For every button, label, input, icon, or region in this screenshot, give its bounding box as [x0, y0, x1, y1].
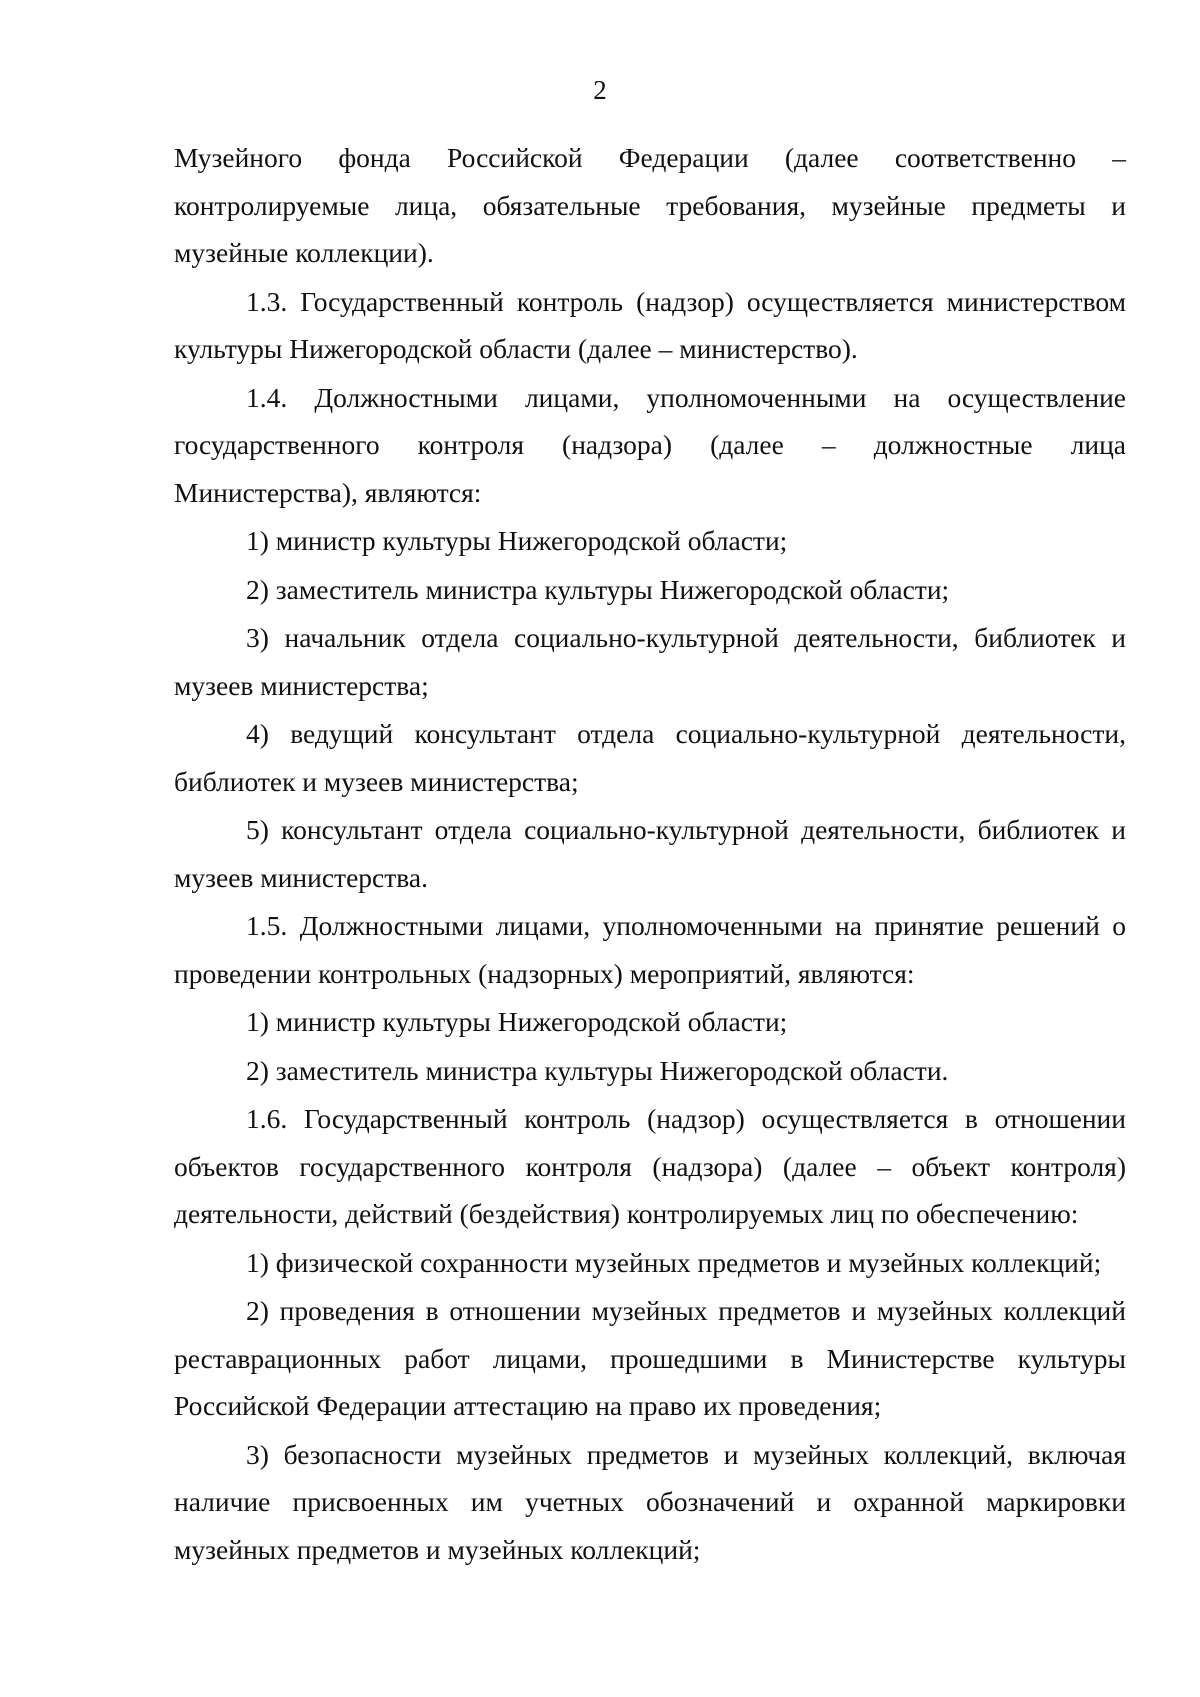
paragraph: Музейного фонда Российской Федерации (далее соответственно – контролируемые лица, обязательные требования, музейные предметы и музейные коллекции). [174, 142, 1126, 268]
list-item: 1) министр культуры Нижегородской области; [246, 525, 788, 556]
list-item: 1) министр культуры Нижегородской области; [246, 1006, 788, 1037]
paragraph-1-6: 1.6. Государственный контроль (надзор) осуществляется в отношении объектов государственного контроля (надзора) (далее – объект контроля) деятельности, действий (бездействия) контролируемых лиц по обеспечению: [174, 1103, 1126, 1229]
page-number: 2 [593, 75, 607, 105]
list-item: 4) ведущий консультант отдела социально-культурной деятельности, библиотек и музеев министерства; [174, 718, 1126, 797]
list-item: 2) заместитель министра культуры Нижегородской области. [246, 1054, 949, 1086]
paragraph-1-5: 1.5. Должностными лицами, уполномоченными на принятие решений о проведении контрольных (надзорных) мероприятий, являются: [174, 910, 1126, 989]
document-body [174, 134, 1126, 1573]
list-item: 5) консультант отдела социально-культурной деятельности, библиотек и музеев министерства. [174, 814, 1126, 893]
list-item: 2) заместитель министра культуры Нижегородской области; [246, 573, 950, 605]
list-item: 3) начальник отдела социально-культурной деятельности, библиотек и музеев министерства; [174, 622, 1126, 701]
list-item: 1) физической сохранности музейных предметов и музейных коллекций; [246, 1246, 1102, 1278]
paragraph-1-4: 1.4. Должностными лицами, уполномоченными на осуществление государственного контроля (надзора) (далее – должностные лица Министерства), являются: [174, 381, 1126, 508]
list-item: 3) безопасности музейных предметов и музейных коллекций, включая наличие присвоенных им учетных обозначений и охранной маркировки музейных предметов и музейных коллекций; [174, 1438, 1126, 1565]
list-item: 2) проведения в отношении музейных предметов и музейных коллекций реставрационных работ лицами, прошедшими в Министерстве культуры Российской Федерации аттестацию на право их проведения; [174, 1295, 1126, 1421]
paragraph-1-3: 1.3. Государственный контроль (надзор) осуществляется министерством культуры Нижегородской области (далее – министерство). [174, 285, 1126, 364]
